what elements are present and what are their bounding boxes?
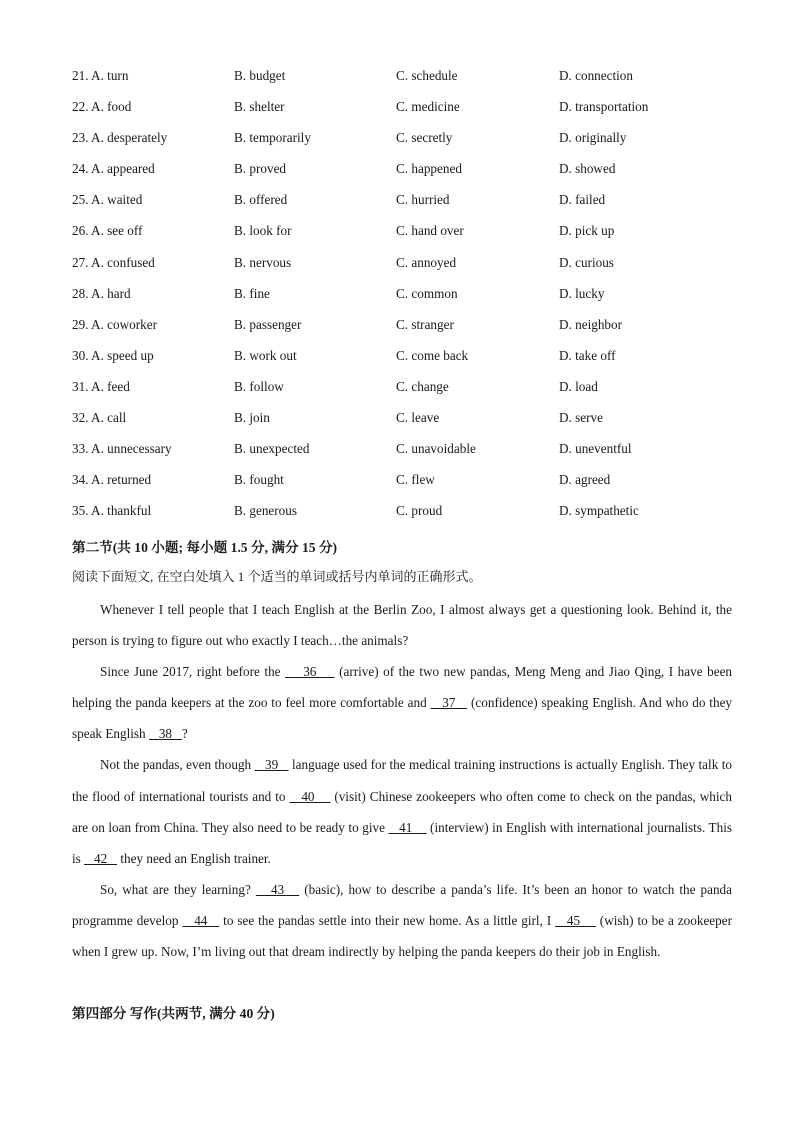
- option-row: [72, 219, 752, 250]
- passage-text: they need an English trainer.: [117, 850, 271, 866]
- option-c: C. change: [396, 378, 449, 394]
- option-b: B. follow: [234, 378, 284, 394]
- option-d: D. pick up: [559, 223, 615, 239]
- option-row: [72, 375, 752, 406]
- option-d: D. neighbor: [559, 316, 622, 332]
- passage-text: language used for the medical training instructions is actually English. They talk to the flood of international tourists and to: [72, 757, 733, 804]
- passage-text: (arrive) of the two new pandas, Meng Meng and Jiao Qing, I have been helping the panda keepers at the zoo to feel more comfortable and: [72, 664, 733, 711]
- passage-text: (interview) in English with international journalists. This is: [72, 819, 733, 866]
- option-row: [72, 188, 752, 219]
- option-d: D. uneventful: [559, 441, 632, 457]
- passage-paragraph-1: Whenever I tell people that I teach English at the Berlin Zoo, I almost always get a questioning look. Behind it, the person is trying to figure out who exactly I teach…the animals?: [72, 602, 732, 649]
- section2-heading: 第二节(共 10 小题; 每小题 1.5 分, 满分 15 分): [72, 540, 338, 555]
- passage-text: Since June 2017, right before the: [100, 664, 286, 680]
- option-b: B. proved: [234, 161, 287, 177]
- option-c: C. leave: [396, 410, 440, 426]
- option-c: C. proud: [396, 503, 443, 519]
- option-a: 35. A. thankful: [72, 503, 152, 519]
- section2-instruction: 阅读下面短文, 在空白处填入 1 个适当的单词或括号内单词的正确形式。: [72, 569, 482, 584]
- passage-text: (confidence) speaking English. And who do they speak English: [72, 695, 733, 742]
- option-a: 29. A. coworker: [72, 316, 157, 332]
- option-c: C. unavoidable: [396, 441, 476, 457]
- option-row: [72, 157, 752, 188]
- option-a: 25. A. waited: [72, 192, 143, 208]
- passage-paragraph-4: [72, 874, 732, 967]
- option-b: B. join: [234, 410, 270, 426]
- blank-36: 36: [285, 664, 335, 680]
- option-a: 31. A. feed: [72, 378, 130, 394]
- option-d: D. lucky: [559, 285, 605, 301]
- option-b: B. nervous: [234, 254, 292, 270]
- option-a: 22. A. food: [72, 99, 132, 115]
- option-a: 27. A. confused: [72, 254, 155, 270]
- passage-text: ?: [181, 726, 188, 742]
- option-b: B. generous: [234, 503, 297, 519]
- passage: [72, 594, 732, 967]
- option-a: 30. A. speed up: [72, 347, 154, 363]
- option-c: C. come back: [396, 347, 469, 363]
- option-d: D. take off: [559, 347, 616, 363]
- options-table: [72, 64, 752, 530]
- option-d: D. sympathetic: [559, 503, 639, 519]
- option-row: [72, 468, 752, 499]
- option-d: D. connection: [559, 68, 633, 83]
- option-c: C. flew: [396, 472, 435, 488]
- passage-text: (basic), how to describe a panda’s life. It’s been an honor to watch the panda programme develop: [72, 881, 733, 928]
- option-row: [72, 126, 752, 157]
- passage-paragraph-3: [72, 749, 732, 873]
- option-d: D. agreed: [559, 472, 611, 488]
- option-c: C. medicine: [396, 99, 460, 115]
- option-b: B. fine: [234, 285, 270, 301]
- option-a: 33. A. unnecessary: [72, 441, 172, 457]
- blank-39: 39: [254, 757, 289, 773]
- option-d: D. curious: [559, 254, 614, 270]
- option-d: D. originally: [559, 130, 627, 146]
- option-d: D. transportation: [559, 99, 649, 115]
- option-row: [72, 344, 752, 375]
- option-a: 34. A. returned: [72, 472, 152, 488]
- option-d: D. showed: [559, 161, 616, 177]
- passage-text: (wish) to be a zookeeper when I grew up. Now, I’m living out that dream indirectly by helping the panda keepers do their job in English.: [72, 912, 732, 960]
- passage-text: to see the pandas settle into their new home. As a little girl, I: [219, 912, 556, 928]
- option-c: C. happened: [396, 161, 462, 177]
- blank-45: 45: [555, 912, 596, 928]
- option-c: C. secretly: [396, 130, 453, 146]
- passage-text: (visit) Chinese zookeepers who often come to check on the pandas, which are on loan from China. They also need to be ready to give: [72, 788, 732, 835]
- option-row: [72, 282, 752, 313]
- option-d: D. serve: [559, 410, 603, 426]
- blank-43: 43: [255, 881, 300, 897]
- option-row: [72, 64, 752, 95]
- part4-heading: 第四部分 写作(共两节, 满分 40 分): [72, 1006, 275, 1021]
- option-c: C. common: [396, 285, 458, 301]
- option-b: B. shelter: [234, 99, 285, 115]
- option-b: B. unexpected: [234, 441, 310, 457]
- option-b: B. fought: [234, 472, 284, 488]
- option-c: C. schedule: [396, 68, 458, 83]
- blank-37: 37: [430, 695, 468, 711]
- option-a: 21. A. turn: [72, 68, 129, 83]
- option-c: C. annoyed: [396, 254, 457, 270]
- option-b: B. temporarily: [234, 130, 311, 146]
- option-a: 24. A. appeared: [72, 161, 155, 177]
- option-b: B. offered: [234, 192, 288, 208]
- option-row: [72, 95, 752, 126]
- option-b: B. look for: [234, 223, 292, 239]
- passage-text: So, what are they learning?: [100, 881, 256, 897]
- blank-40: 40: [289, 788, 331, 804]
- passage-text: Not the pandas, even though: [100, 757, 255, 773]
- option-a: 32. A. call: [72, 410, 127, 426]
- option-row: [72, 313, 752, 344]
- blank-38: 38: [148, 726, 182, 742]
- option-b: B. work out: [234, 347, 297, 363]
- option-d: D. failed: [559, 192, 606, 208]
- blank-42: 42: [84, 850, 118, 866]
- option-c: C. hand over: [396, 223, 464, 239]
- option-row: [72, 406, 752, 437]
- option-c: C. stranger: [396, 316, 454, 332]
- option-row: [72, 437, 752, 468]
- option-a: 28. A. hard: [72, 285, 131, 301]
- blank-41: 41: [388, 819, 427, 835]
- option-b: B. passenger: [234, 316, 302, 332]
- option-row: [72, 251, 752, 282]
- option-a: 26. A. see off: [72, 223, 143, 239]
- option-c: C. hurried: [396, 192, 450, 208]
- blank-44: 44: [182, 912, 220, 928]
- option-b: B. budget: [234, 68, 286, 83]
- option-row: [72, 499, 752, 530]
- option-a: 23. A. desperately: [72, 130, 168, 146]
- option-d: D. load: [559, 378, 598, 394]
- passage-paragraph-2: [72, 656, 732, 749]
